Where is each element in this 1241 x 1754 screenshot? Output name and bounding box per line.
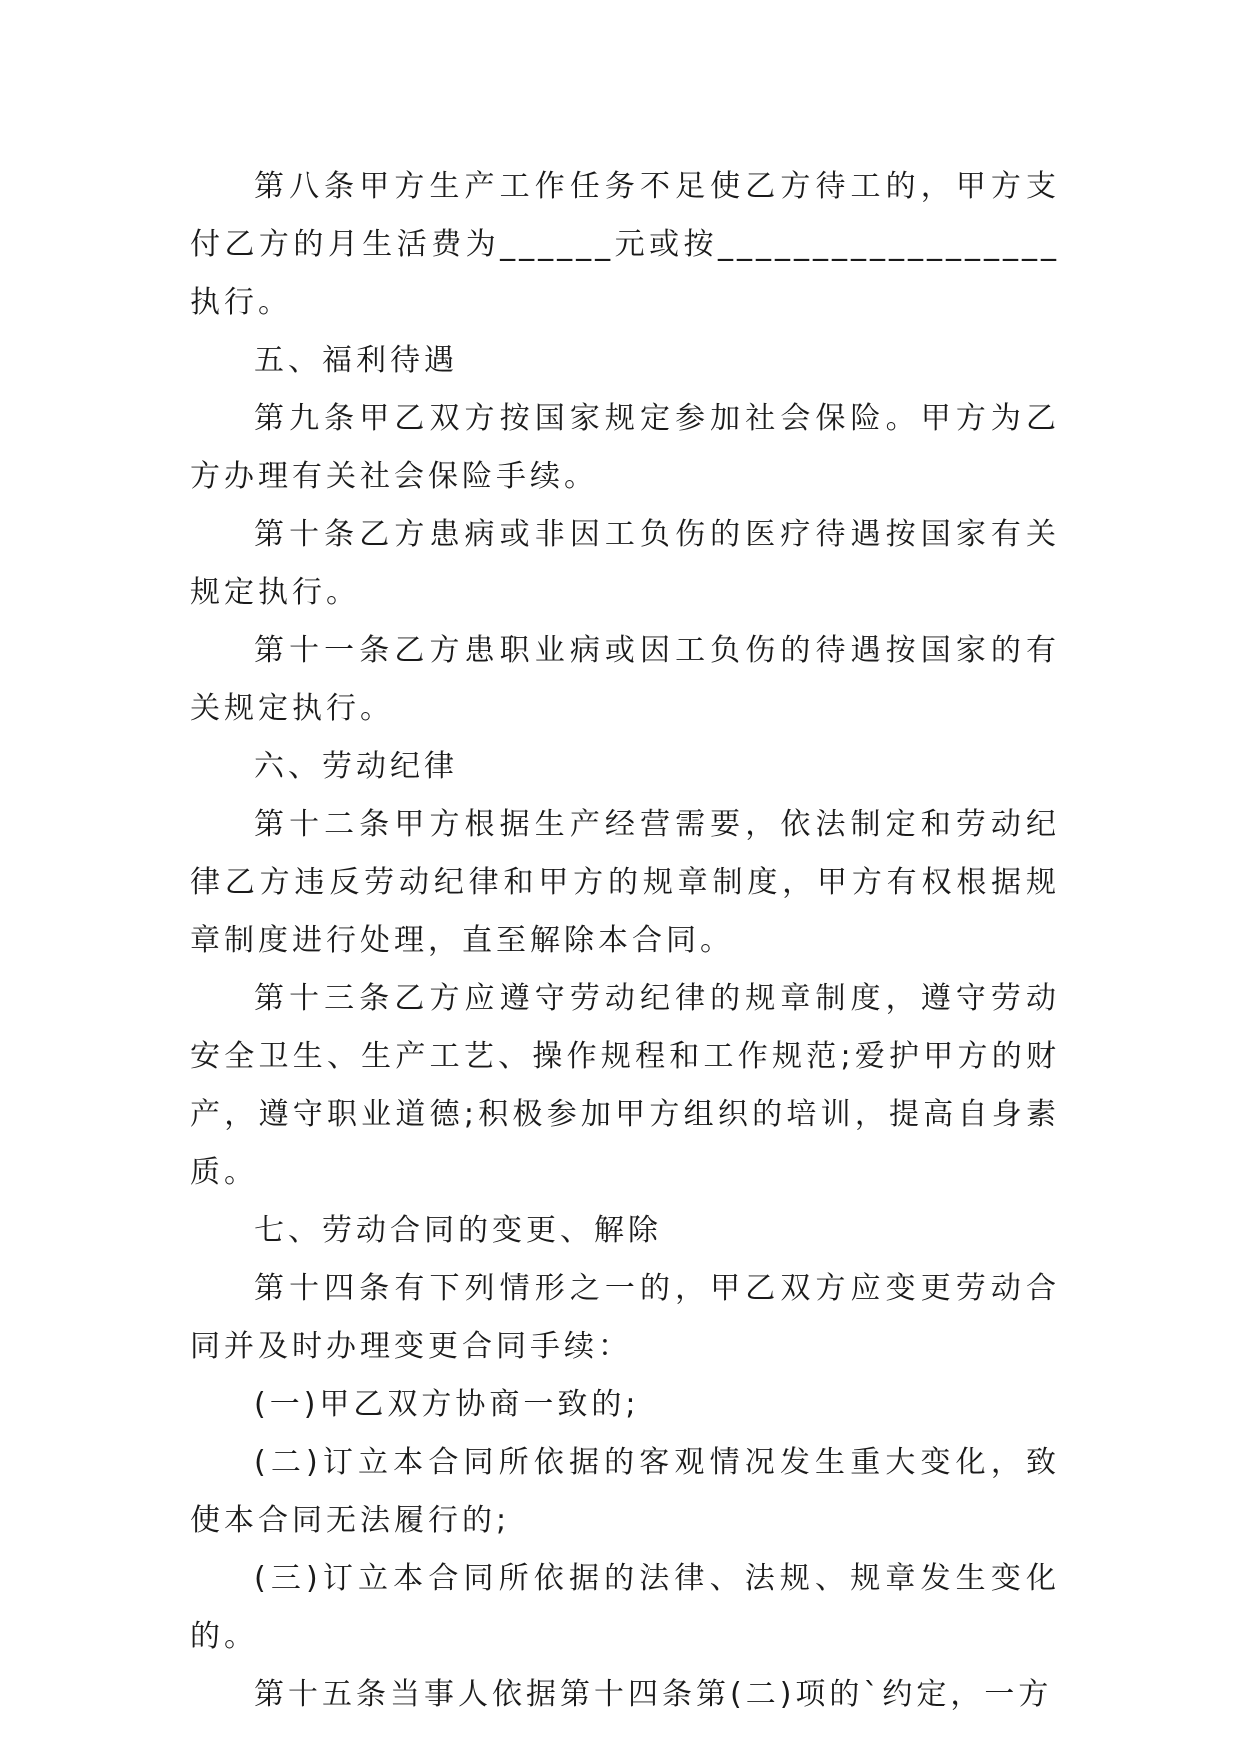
article-13: 第十三条乙方应遵守劳动纪律的规章制度，遵守劳动安全卫生、生产工艺、操作规程和工作规范;爱护甲方的财产，遵守职业道德;积极参加甲方组织的培训，提高自身素质。 bbox=[190, 981, 1060, 1190]
article-8: 第八条甲方生产工作任务不足使乙方待工的，甲方支付乙方的月生活费为______元或按__________________执行。 bbox=[190, 169, 1060, 320]
article-10: 第十条乙方患病或非因工负伤的医疗待遇按国家有关规定执行。 bbox=[190, 517, 1060, 610]
article-14-item-2: (二)订立本合同所依据的客观情况发生重大变化，致使本合同无法履行的; bbox=[190, 1445, 1060, 1538]
section-heading-discipline: 六、劳动纪律 bbox=[254, 749, 458, 784]
article-14-item-3: (三)订立本合同所依据的法律、法规、规章发生变化的。 bbox=[190, 1561, 1060, 1654]
section-heading-welfare: 五、福利待遇 bbox=[254, 343, 458, 378]
article-14-item-1: (一)甲乙双方协商一致的; bbox=[254, 1387, 640, 1422]
article-12: 第十二条甲方根据生产经营需要，依法制定和劳动纪律乙方违反劳动纪律和甲方的规章制度，甲方有权根据规章制度进行处理，直至解除本合同。 bbox=[190, 807, 1060, 958]
article-15: 第十五条当事人依据第十四条第(二)项的`约定，一方 bbox=[254, 1677, 1053, 1712]
article-9: 第九条甲乙双方按国家规定参加社会保险。甲方为乙方办理有关社会保险手续。 bbox=[190, 401, 1060, 494]
section-heading-contract-change: 七、劳动合同的变更、解除 bbox=[254, 1213, 662, 1248]
article-11: 第十一条乙方患职业病或因工负伤的待遇按国家的有关规定执行。 bbox=[190, 633, 1060, 726]
article-14: 第十四条有下列情形之一的，甲乙双方应变更劳动合同并及时办理变更合同手续： bbox=[190, 1271, 1060, 1364]
document-body bbox=[190, 158, 1060, 1724]
